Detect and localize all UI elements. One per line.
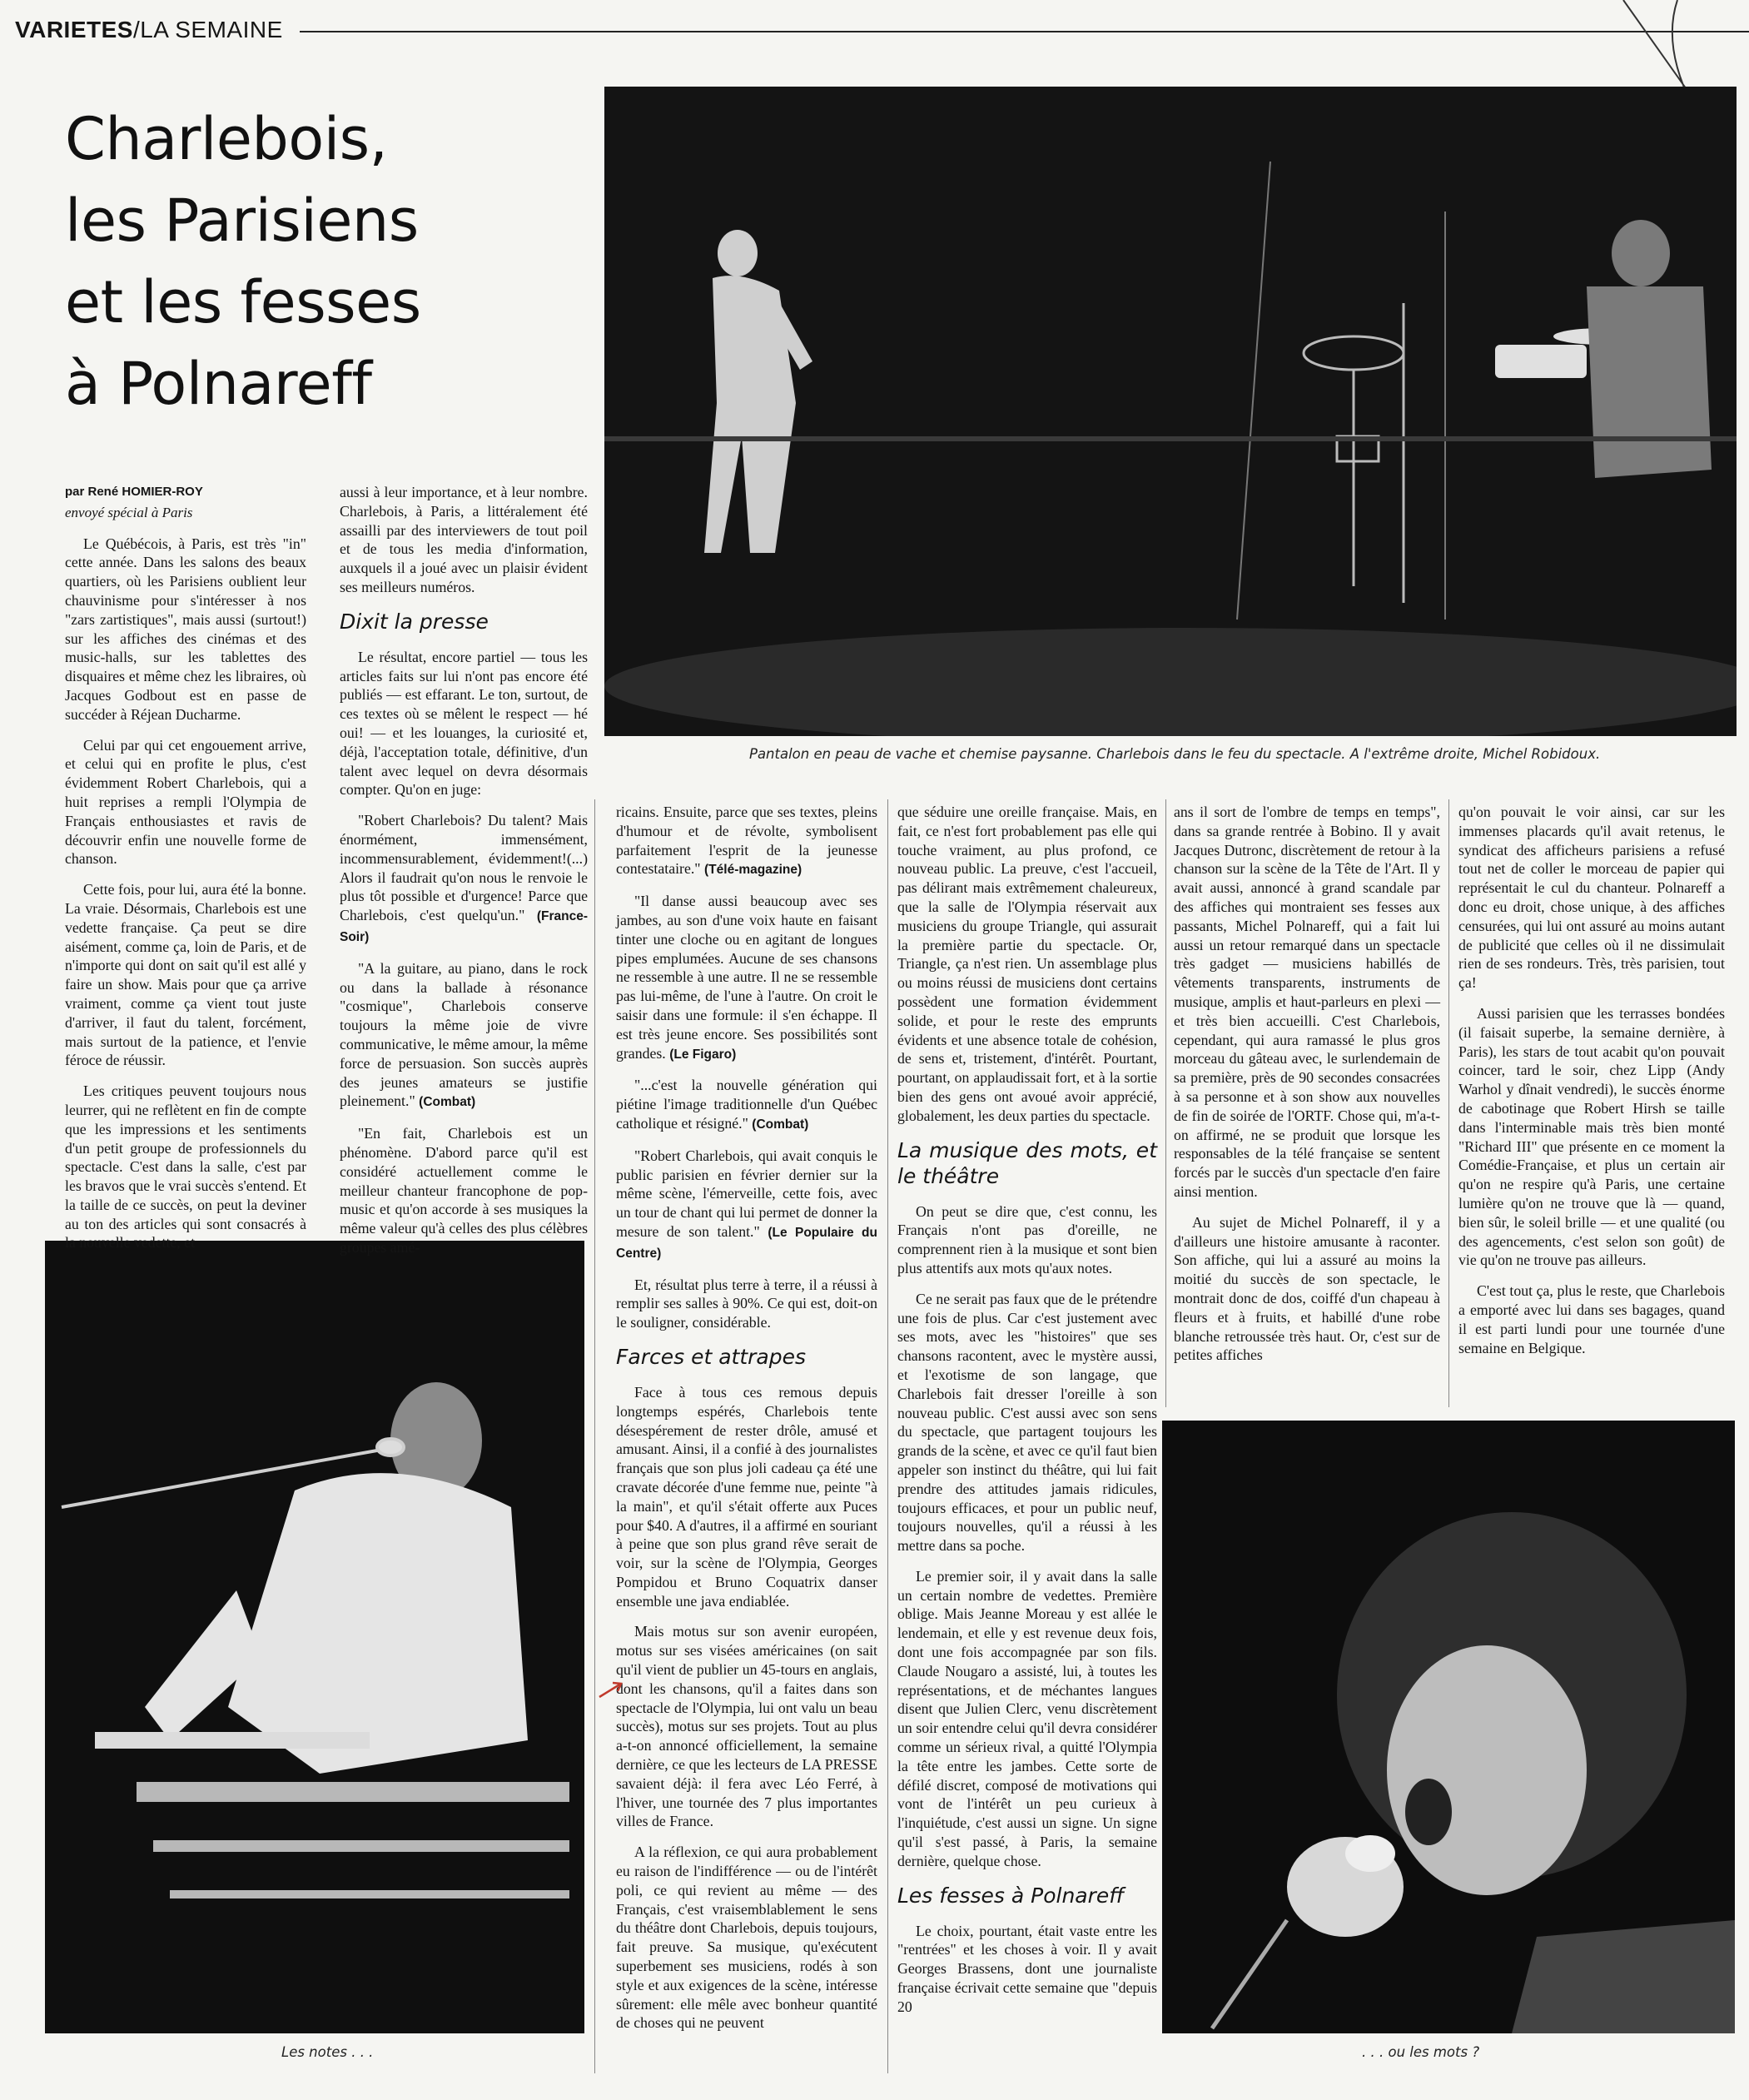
quote: "A la guitare, au piano, dans le rock ou dans la ballade à résonance "cosmique", Charlebois conserve toujours la même joie de vivre communicative, le même amour, la même force de persuasion. Son succès auprès des jeunes amateurs se justifie pleinement." (Combat) — [340, 959, 589, 1110]
singer-mouth — [1405, 1779, 1452, 1845]
paragraph: Le résultat, encore partiel — tous les articles faits sur lui n'ont pas encore été publiés — est effarant. Le ton, surtout, de ces textes où se mêlent le respect — hé oui! — et les louanges, la curiosité et, déjà, l'acceptation totale, définitive, d'un talent avec lequel on devra désormais compter. Qu'on en juge: — [340, 648, 588, 799]
paragraph: C'est tout ça, plus le reste, que Charlebois a emporté avec lui dans ses bagages, quand il est parti lundi pour une tournée d'une semaine en Belgique. — [1458, 1282, 1725, 1356]
article-col-2 — [340, 483, 588, 1269]
quote: "Il danse aussi beaucoup avec ses jambes, au son d'une voix haute en faisant tinter une cloche ou en agitant de longues pipes emplumées. Aucune de ses chansons ne ressemble à une autre. Il ne se ressemble pas lui-même, de l'une à l'autre. On croit le saisir dans une formule: il s'en échappe. Il est très jeune encore. Ses possibilités sont grandes. (Le Figaro) — [616, 893, 877, 1062]
photo-concert-stage — [604, 87, 1737, 736]
paragraph: On peut se dire que, c'est connu, les Français n'ont pas d'oreille, ne comprennent rien à la musique et sont bien plus attentifs aux mots qu'aux notes. — [897, 1202, 1157, 1276]
quote-source: (Le Figaro) — [669, 1047, 737, 1062]
quote: "...c'est la nouvelle génération qui piétine l'image traditionnelle d'un Québec catholique et résigné." (Combat) — [616, 1077, 877, 1132]
paragraph: Ce ne serait pas faux que de le prétendre une fois de plus. Car c'est justement avec ses mots, avec les "histoires" que ses chansons racontent, avec le mystère aussi, et l'exotisme de son langage, que Charlebois fait dresser l'oreille à son nouveau public. C'est aussi avec son sens du spectacle, que partagent toujours les grands de la scène, et avec ce qu'il faut bien appeler son instinct du théâtre, qui lui fait prendre des attitudes jamais ridicules, toujours efficaces, et pour un public neuf, toujours nouvelles, qu'il a réussi à les mettre dans sa poche. — [897, 1290, 1157, 1555]
paragraph: que séduire une oreille française. Mais, en fait, ce n'est fort probablement pas elle qui touche vraiment, au plus profond, ce nouveau public. La preuve, c'est l'accueil, pas délirant mais extrêmement chaleureux, que la salle de l'Olympia réservait aux musiciens du groupe Triangle, qui assurait la première partie du spectacle. Or, Triangle, ça n'est rien. Un assemblage plus ou moins réussi de musiciens dont certains possèdent une formation évidemment solide, et pour le reste des emprunts évidents et une absence totale de cohésion, de sens et, tristement, d'intérêt. Pourtant, pourtant, on applaudissait fort, et à la sortie bien des gens ont avoué avoir apprécié, globalement, les deux parties du spectacle. — [897, 804, 1157, 1124]
article-col-1 — [65, 483, 306, 1264]
quote-source: (France-Soir) — [340, 909, 588, 944]
article-col-5 — [1174, 803, 1440, 1376]
article-col-3 — [616, 803, 877, 2044]
paragraph: Le premier soir, il y avait dans la salle un certain nombre de vedettes. Première oblige. Mais Jeanne Moreau y est allée le lendemain, et elle y est revenue deux fois, dont une fois accompagnée par son fils. Claude Nougaro a assisté, lui, à toutes les représentations, et de méchantes langues disent que Julien Clerc, venu discrètement un soir entendre celui qu'il devra considérer comme un sérieux rival, a quitté l'Olympia la tête entre les jambes. Cette sorte de défilé discret, composé de motivations qui vont de l'intérêt un peu curieux à l'inquiétude, c'est aussi un signe. Un signe qu'il s'est passé, à Paris, la semaine dernière, quelque chose. — [897, 1567, 1157, 1869]
article-col-4 — [897, 803, 1157, 2028]
piano-keys — [95, 1732, 370, 1749]
caption-left: Les notes . . . — [281, 2044, 374, 2060]
paragraph: Au sujet de Michel Polnareff, il y a d'ailleurs une histoire amusante à raconter. Son affiche, qui lui a assuré au moins la moitié du succès de son spectacle, le montrait donc de dos, coiffé d'un chapeau à fleurs et à fruits, et habillé d'une robe blanche retroussée très haut. Or, c'est sur de petites affiches — [1174, 1213, 1440, 1364]
quote: "Robert Charlebois? Du talent? Mais énormément, immensément, incommensurablement, évidemment!(...) Alors il faudrait qu'on nous le renvoie le plus tôt possible et d'urgence! Parce que Charlebois, c'est quelqu'un." (France-Soir) — [340, 812, 588, 944]
paragraph: Face à tous ces remous depuis longtemps espérés, Charlebois tente désespérement de rester drôle, amusé et amusant. Ainsi, il a confié à des journalistes français que son plus joli cadeau ça été une cravate décorée d'une femme nue, peinte "à la main", et qu'il s'était offerte aux Puces pour $40. A d'autres, il a affirmé en souriant à peine que son plus grand rêve serait de voir, sur la scène de l'Olympia, Georges Pompidou et Bruno Coquatrix danser ensemble une java endiablée. — [616, 1383, 877, 1610]
quote: "En fait, Charlebois est un phénomène. D'abord parce qu'il est considéré actuellement comme le meilleur chanteur francophone de pop-music et qu'on accorde à ses musiques la même valeur qu'à celles des plus célèbres groupes amé- — [340, 1125, 588, 1256]
article-col-6 — [1458, 803, 1725, 1369]
paragraph: Celui par qui cet engouement arrive, et celui qui en profite le plus, c'est évidemment Robert Charlebois, qui a huit reprises a rempli l'Olympia de Français enthousiastes et ravis de découvrir enfin une nouvelle forme de chanson. — [65, 736, 306, 868]
headline-line: et les fesses — [65, 268, 421, 336]
headline — [65, 98, 421, 425]
singer-face — [1387, 1645, 1587, 1895]
paragraph: Les critiques peuvent toujours nous leurrer, qui ne reflètent en fin de compte que les impressions et les sentiments d'un petit groupe de professionnels du spectacle. C'est dans la salle, c'est par les bravos que le vrai succès s'entend. Et la taille de ce succès, on peut la deviner au ton des articles qui sont consacrés à la nouvelle vedette, et — [65, 1082, 306, 1252]
paragraph: Et, résultat plus terre à terre, il a réussi à remplir ses salles à 90%. Ce qui est, doit-on le souligner, considérable. — [616, 1276, 877, 1331]
quote: "Robert Charlebois, qui avait conquis le public parisien en février dernier sur la même scène, l'émerveille, cette fois, avec un tour de chant qui lui permet de donner la mesure de son talent." (Le Populaire du Centre) — [616, 1147, 877, 1261]
header-rule — [300, 31, 1749, 32]
subhead-musique: La musique des mots, et le théâtre — [897, 1137, 1157, 1188]
column-rule — [887, 799, 888, 2073]
column-rule — [1165, 799, 1166, 1407]
headline-line: Charlebois, — [65, 105, 388, 173]
caption-right: . . . ou les mots ? — [1362, 2044, 1480, 2060]
paragraph: Aussi parisien que les terrasses bondées (il faisait superbe, la semaine dernière, à Paris), les stars de tout acabit qu'on pouvait coincer, tard le soir, chez Lipp (Andy Warhol y dînait vendredi), le succès énorme de cabotinage que Robert Hirsh se taille dans l'interminable mais très bien monté "Richard III" que présente en ce moment la Comédie-Française, et plus un certain air qu'on ne respire qu'à Paris, une certaine lumière qu'on ne trouve que là — quand, bien sûr, le soleil brille — et une qualité (ou des agencements, c'est selon son goût) de vie qu'on ne trouve pas ailleurs. — [1458, 1004, 1725, 1269]
subhead-fesses: Les fesses à Polnareff — [897, 1883, 1125, 1908]
microphone-head — [1345, 1835, 1395, 1872]
quote-source: (Le Populaire du Centre) — [616, 1225, 877, 1261]
quote-source: (Combat) — [419, 1095, 476, 1110]
byline-author: par René HOMIER-ROY — [65, 485, 203, 499]
singer-shirt — [1512, 1920, 1735, 2033]
paragraph: Le choix, pourtant, était vaste entre les "rentrées" et les choses à voir. Il y avait Georges Brassens, dont une journaliste française écrivait cette semaine que "depuis 20 — [897, 1922, 1157, 2015]
headline-line: à Polnareff — [65, 350, 372, 418]
quote-source: (Télé-magazine) — [704, 863, 802, 878]
section-header — [15, 17, 283, 43]
headline-line: les Parisiens — [65, 187, 419, 255]
paragraph: ans il sort de l'ombre de temps en temps", dans sa grande rentrée à Bobino. Il y avait Jacques Dutronc, discrètement de retour à la chanson sur la scène de la Tête de l'Art. Il y avait aussi, annoncé à grand scandale par des affiches qui montraient ses fesses aux passants, Michel Polnareff, qui a fait lui aussi un retour remarqué dans un spectacle très gadget — musiciens habillés de vêtements transparents, instruments de musique, amplis et haut-parleurs en plexi — et très bien accueilli. C'est Charlebois, cependant, qui aura ramassé le plus gros morceau du gâteau avec, le surlendemain de sa première, près de 90 secondes consacrées à sa personne et à son show aux nouvelles de fin de soirée de l'ORTF. Chose qui, m'a-t-on affirmé, ne se produit que lorsque les responsables de la télé française se sentent forcés par le succès d'un spectacle d'en faire ainsi mention. — [1174, 804, 1440, 1200]
photo-piano — [45, 1241, 584, 2033]
section-slash: / — [132, 17, 141, 42]
paragraph: aussi à leur importance, et à leur nombre. Charlebois, à Paris, a littéralement été assailli par des interviewers de tout poil et de tous les media d'information, auxquels il a joué avec un plaisir évident ses meilleurs numéros. — [340, 484, 588, 595]
paragraph: Mais motus sur son avenir européen, motus sur ses visées américaines (on sait qu'il vient de publier un 45-tours en anglais, dont les chansons, qu'il a faites dans son spectacle de l'Olympia, lui ont valu un beau succès), motus sur ses projets. Tout au plus a-t-on annoncé officiellement, la semaine dernière, ce que les lecteurs de LA PRESSE savaient déjà: il fera avec Léo Ferré, à l'hiver, une tournée des 7 plus importantes villes de France. — [616, 1623, 877, 1830]
paragraph: A la réflexion, ce qui aura probablement eu raison de l'indifférence — ou de l'intérêt poli, ce qui revient au même — des Français, c'est vraisemblablement le sens du théâtre dont Charlebois, depuis toujours, fait preuve. Sa musique, qu'exécutent superbement ses musiciens, rodés à son style et aux exigences de la scène, intéresse sûrement: elle mêle avec bonheur quantité de choses qui ne peuvent — [616, 1844, 877, 2032]
paragraph: qu'on pouvait le voir ainsi, car sur les immenses placards qu'il avait retenus, le syndicat des afficheurs parisiens a refusé tout net de coller le morceau de papier qui représentait le cul du chanteur. Polnareff a donc eu droit, chose unique, à des affiches censurées, qui lui ont assuré au moins autant de publicité que celles où il ne dissimulait rien de ses rondeurs. Très, très parisien, tout ça! — [1458, 804, 1725, 992]
section-name: VARIETES — [15, 17, 133, 42]
subhead-dixit: Dixit la presse — [340, 609, 489, 634]
caption-top: Pantalon en peau de vache et chemise paysanne. Charlebois dans le feu du spectacle. A l'extrême droite, Michel Robidoux. — [749, 746, 1601, 762]
column-rule — [1448, 799, 1449, 1407]
column-rule — [594, 799, 595, 2073]
quote: ricains. Ensuite, parce que ses textes, pleins d'humour et de révolte, symbolisent parfaitement l'esprit de la jeunesse contestataire." (Télé-magazine) — [616, 804, 877, 878]
section-subname: LA SEMAINE — [140, 17, 283, 42]
paragraph: Cette fois, pour lui, aura été la bonne. La vraie. Désormais, Charlebois est une vedette française. Ça peut se dire aisément, comme ça, loin de Paris, et de n'importe qui dont on sait qu'il est allé y faire un show. Mais pour que ça arrive vraiment, comme ça vient tout juste d'arriver, il faut du talent, forcément, mais surtout de la patience, et l'envie féroce de réussir. — [65, 881, 306, 1069]
photo-singer-closeup — [1162, 1421, 1735, 2033]
subhead-farces: Farces et attrapes — [616, 1344, 807, 1369]
paragraph: Le Québécois, à Paris, est très "in" cette année. Dans les salons des beaux quartiers, où les Parisiens oublient leur chauvinisme pour s'intéresser à nos "zars zartistiques", mais aussi (surtout!) sur les affiches des cinémas et des music-halls, sur les tablettes des disquaires et même chez les libraires, où Jacques Godbout est en passe de succéder à Réjean Ducharme. — [65, 535, 306, 723]
quote-source: (Combat) — [752, 1117, 809, 1132]
byline-role: envoyé spécial à Paris — [65, 504, 193, 520]
red-arrow-mark — [598, 1680, 626, 1699]
